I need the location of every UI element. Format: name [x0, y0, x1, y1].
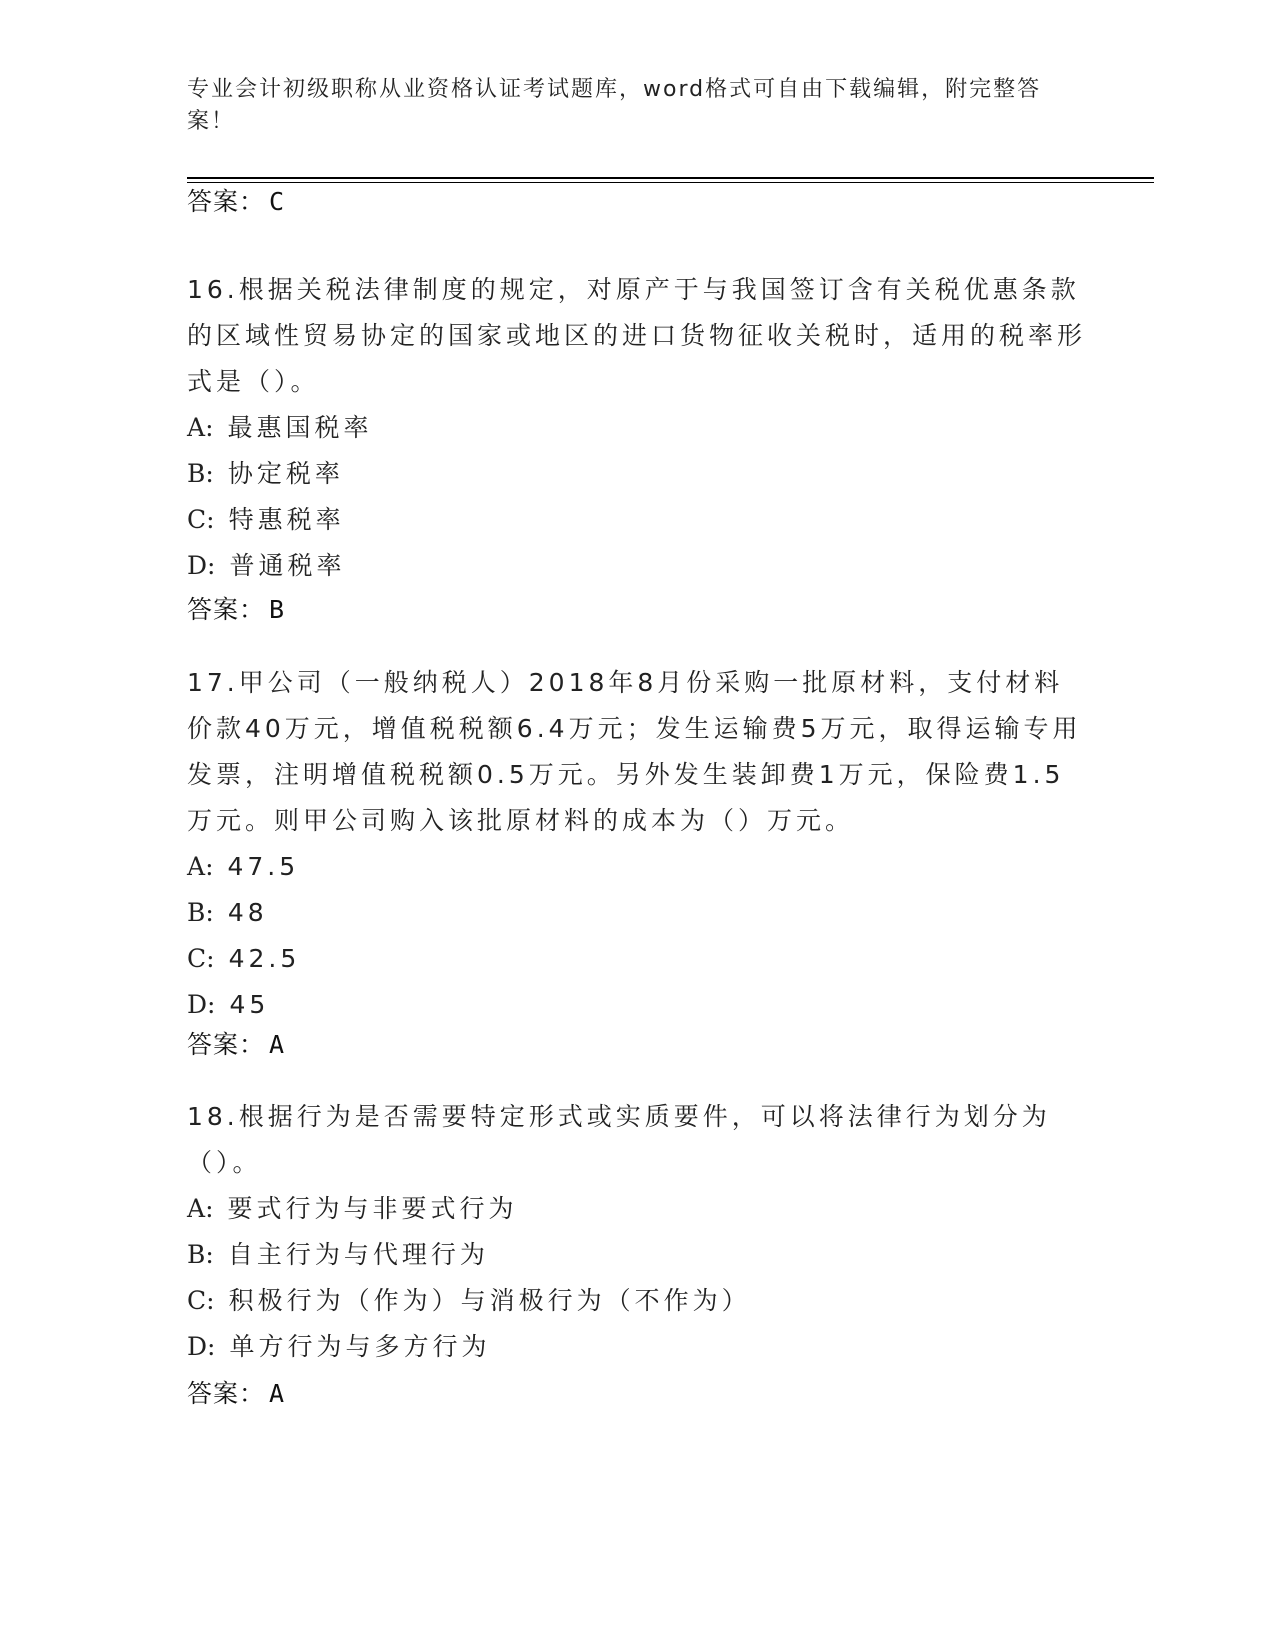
answer-label: 答案：	[187, 1030, 266, 1059]
option-a	[187, 405, 1087, 451]
question-stem: 17.甲公司（一般纳税人）2018年8月份采购一批原材料，支付材料价款40万元，增值税税额6.4万元；发生运输费5万元，取得运输专用发票，注明增值税税额0.5万元。另外发生装卸费1万元，保险费1.5万元。则甲公司购入该批原材料的成本为（）万元。	[187, 668, 1082, 835]
answer-label: 答案：	[187, 187, 266, 216]
option-text: 特惠税率	[228, 505, 345, 534]
option-text: 47.5	[227, 852, 300, 881]
option-d	[187, 982, 1087, 1028]
question-17	[187, 660, 1087, 1028]
option-letter: A :	[187, 1194, 214, 1223]
option-b	[187, 1232, 1087, 1278]
option-letter: C :	[187, 505, 215, 534]
option-letter: D :	[187, 551, 215, 580]
option-b	[187, 890, 1087, 936]
answer-line-16	[187, 594, 285, 626]
question-stem: 16.根据关税法律制度的规定，对原产于与我国签订含有关税优惠条款的区域性贸易协定的国家或地区的进口货物征收关税时，适用的税率形式是（）。	[187, 275, 1087, 396]
option-text: 积极行为（作为）与消极行为（不作为）	[228, 1286, 751, 1315]
option-a	[187, 1186, 1087, 1232]
header-divider-thin	[187, 182, 1154, 183]
option-d	[187, 1324, 1087, 1370]
option-c	[187, 497, 1087, 543]
option-text: 最惠国税率	[227, 413, 373, 442]
header-note: 专业会计初级职称从业资格认证考试题库，word格式可自由下载编辑，附完整答案！	[187, 77, 1042, 134]
answer-line-prev	[187, 186, 285, 218]
option-b	[187, 451, 1087, 497]
answer-value: B	[269, 595, 286, 624]
option-letter: A :	[187, 413, 214, 442]
option-text: 协定税率	[227, 459, 344, 488]
option-letter: D :	[187, 1332, 215, 1361]
answer-value: A	[269, 1379, 286, 1408]
option-text: 42.5	[228, 944, 301, 973]
question-16	[187, 267, 1087, 589]
option-c	[187, 936, 1087, 982]
option-c	[187, 1278, 1087, 1324]
option-letter: B :	[187, 898, 214, 927]
option-text: 48	[227, 898, 268, 927]
answer-value: C	[269, 187, 286, 216]
option-letter: D :	[187, 990, 215, 1019]
question-stem: 18.根据行为是否需要特定形式或实质要件，可以将法律行为划分为（）。	[187, 1102, 1051, 1177]
answer-line-18	[187, 1378, 285, 1410]
option-letter: C :	[187, 944, 215, 973]
header-divider	[187, 177, 1154, 179]
option-text: 自主行为与代理行为	[227, 1240, 489, 1269]
option-text: 单方行为与多方行为	[229, 1332, 491, 1361]
option-d	[187, 543, 1087, 589]
answer-label: 答案：	[187, 1379, 266, 1408]
option-text: 要式行为与非要式行为	[227, 1194, 518, 1223]
option-letter: B :	[187, 1240, 214, 1269]
answer-line-17	[187, 1029, 285, 1061]
answer-value: A	[269, 1030, 286, 1059]
question-18	[187, 1094, 1087, 1370]
option-text: 普通税率	[229, 551, 346, 580]
option-letter: B :	[187, 459, 214, 488]
option-letter: C :	[187, 1286, 215, 1315]
answer-label: 答案：	[187, 595, 266, 624]
option-letter: A :	[187, 852, 214, 881]
option-text: 45	[229, 990, 270, 1019]
option-a	[187, 844, 1087, 890]
